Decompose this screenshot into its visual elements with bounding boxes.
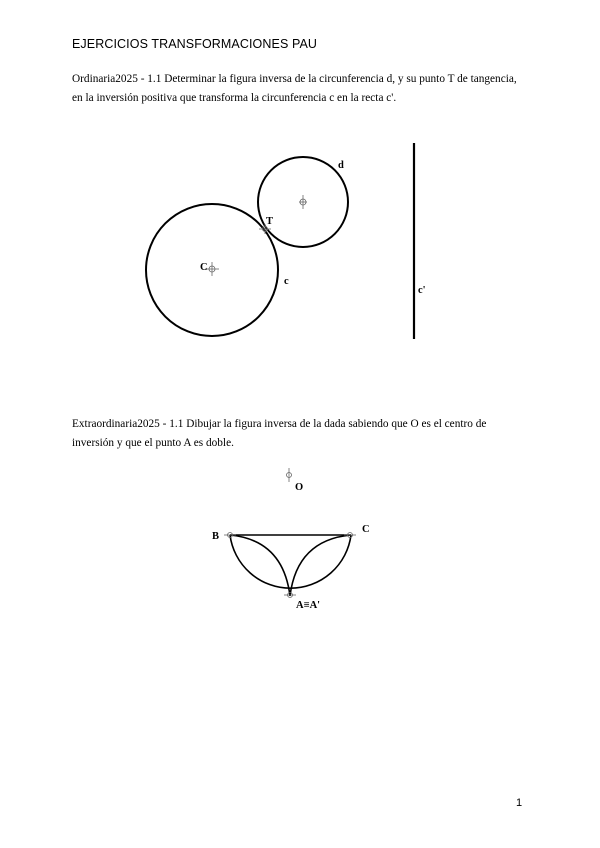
label-c-point: C <box>362 524 370 535</box>
outer-arc <box>230 535 351 588</box>
center-o-marker <box>287 468 292 482</box>
label-o: O <box>295 482 304 493</box>
label-c: c <box>284 276 289 287</box>
page-number: 1 <box>516 797 523 809</box>
exercise-2-statement: Extraordinaria2025 - 1.1 Dibujar la figura inversa de la dada sabiendo que O es el centro de inversión y que el punto A es doble. <box>72 418 487 449</box>
label-a: A≡A' <box>296 600 321 611</box>
label-c-center: C <box>200 262 208 273</box>
label-b: B <box>212 531 220 542</box>
label-c-prime: c' <box>418 285 426 296</box>
label-d: d <box>338 160 344 171</box>
document-title: EJERCICIOS TRANSFORMACIONES PAU <box>72 37 318 51</box>
label-t: T <box>266 216 274 227</box>
exercise-1-statement: Ordinaria2025 - 1.1 Determinar la figura inversa de la circunferencia d, y su punto T de tangencia, en la inversión positiva que transforma la circunferencia c en la recta c'. <box>72 73 517 104</box>
